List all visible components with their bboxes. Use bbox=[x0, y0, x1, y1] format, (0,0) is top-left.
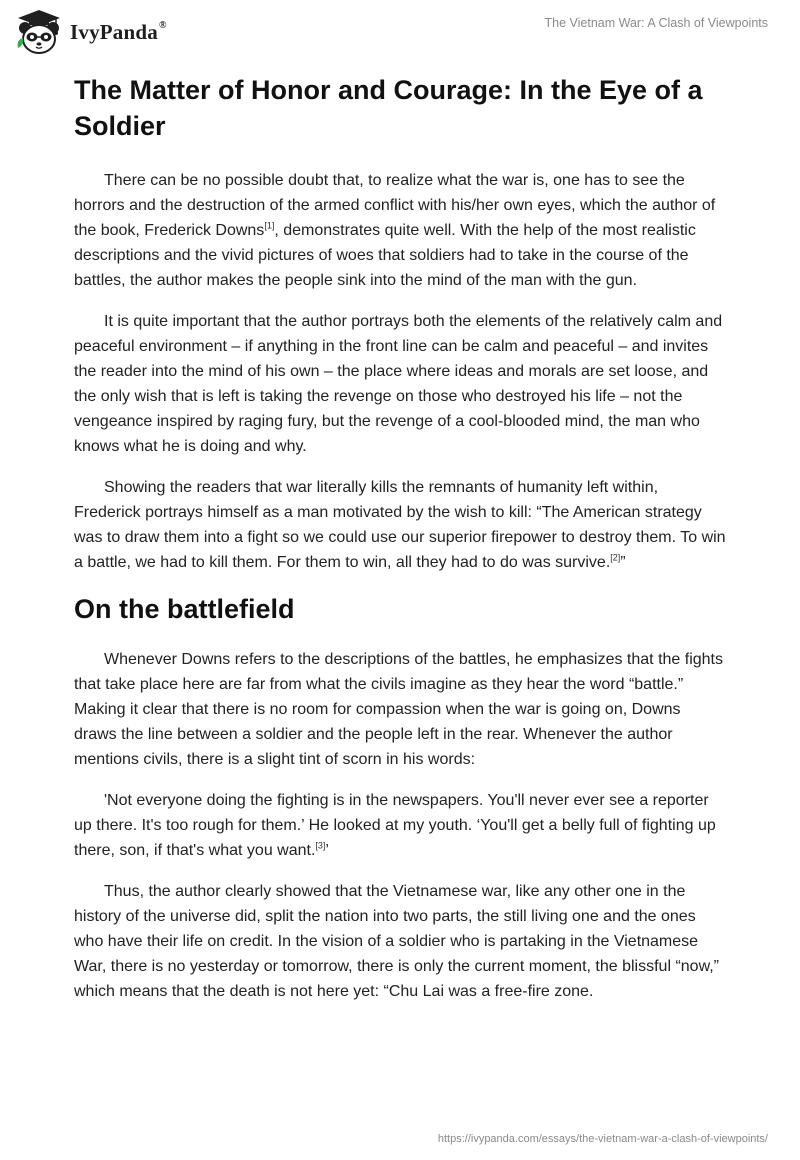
ivypanda-logo[interactable] bbox=[14, 8, 167, 56]
section-heading-honor: The Matter of Honor and Courage: In the Eye of a Soldier bbox=[74, 75, 703, 141]
paragraph-1-text-a: There can be no possible doubt that, to realize what the war is, one has to see the horrors and the destruction of the armed conflict with his/her own eyes, which the author of the book, Frederick Downs bbox=[74, 172, 716, 239]
brand-name: IvyPanda® bbox=[70, 19, 167, 44]
page-header bbox=[0, 0, 800, 60]
source-url[interactable]: https://ivypanda.com/essays/the-vietnam-war-a-clash-of-viewpoints/ bbox=[437, 1133, 768, 1145]
paragraph-3 bbox=[74, 475, 726, 575]
paragraph-3-text-b: ” bbox=[620, 554, 626, 571]
block-quote bbox=[74, 788, 726, 863]
footnote-ref-1[interactable]: [1] bbox=[264, 220, 275, 231]
paragraph-1-text-b: , demonstrates quite well. With the help of the most realistic descriptions and the vivid pictures of woes that soldiers had to take in the course of the battles, the author makes the people sink into the mind of the man with the gun. bbox=[74, 222, 696, 289]
paragraph-5: Thus, the author clearly showed that the Vietnamese war, like any other one in the history of the universe did, split the nation into two parts, the still living one and the ones who have their life on credit. In the vision of a soldier who is partaking in the Vietnamese War, there is no yesterday or tomorrow, there is only the current moment, the blissful “now,” which means that the death is not here yet: “Chu Lai was a free-fire zone. bbox=[74, 883, 720, 1000]
article-body bbox=[74, 72, 726, 1020]
paragraph-2: It is quite important that the author portrays both the elements of the relatively calm and peaceful environment – if anything in the front line can be calm and peaceful – and invites the reader into the mind of his own – the place where ideas and morals are set loose, and the only wish that is left is taking the revenge on those who destroyed his life – not the vengeance inspired by raging fury, but the revenge of a cool-blooded mind, the man who knows what he is doing and why. bbox=[74, 313, 723, 455]
panda-graduate-icon bbox=[14, 8, 64, 56]
footnote-ref-2[interactable]: [2] bbox=[610, 552, 621, 563]
quote-text-b: ’ bbox=[325, 842, 329, 859]
section-heading-battlefield: On the battlefield bbox=[74, 594, 295, 624]
paragraph-4: Whenever Downs refers to the descriptions of the battles, he emphasizes that the fights that take place here are far from what the civils imagine as they hear the word “battle.” Making it clear that there is no room for compassion when the war is going on, Downs draws the line between a soldier and the people left in the rear. Whenever the author mentions civils, there is a slight tint of scorn in his words: bbox=[74, 651, 723, 768]
paragraph-3-text-a: Showing the readers that war literally kills the remnants of humanity left within, Frederick portrays himself as a man motivated by the wish to kill: “The American strategy was to draw them into a fight so we could use our superior firepower to destroy them. To win a battle, we had to kill them. For them to win, all they had to do was survive. bbox=[74, 479, 726, 571]
registered-mark: ® bbox=[158, 19, 167, 31]
paragraph-1 bbox=[74, 168, 726, 293]
document-title: The Vietnam War: A Clash of Viewpoints bbox=[544, 16, 768, 30]
quote-text-a: 'Not everyone doing the fighting is in the newspapers. You'll never ever see a reporter up there. It's too rough for them.’ He looked at my youth. ‘You'll get a belly full of fighting up there, son, if that's what you want. bbox=[74, 792, 716, 859]
footnote-ref-3[interactable]: [3] bbox=[315, 840, 326, 851]
